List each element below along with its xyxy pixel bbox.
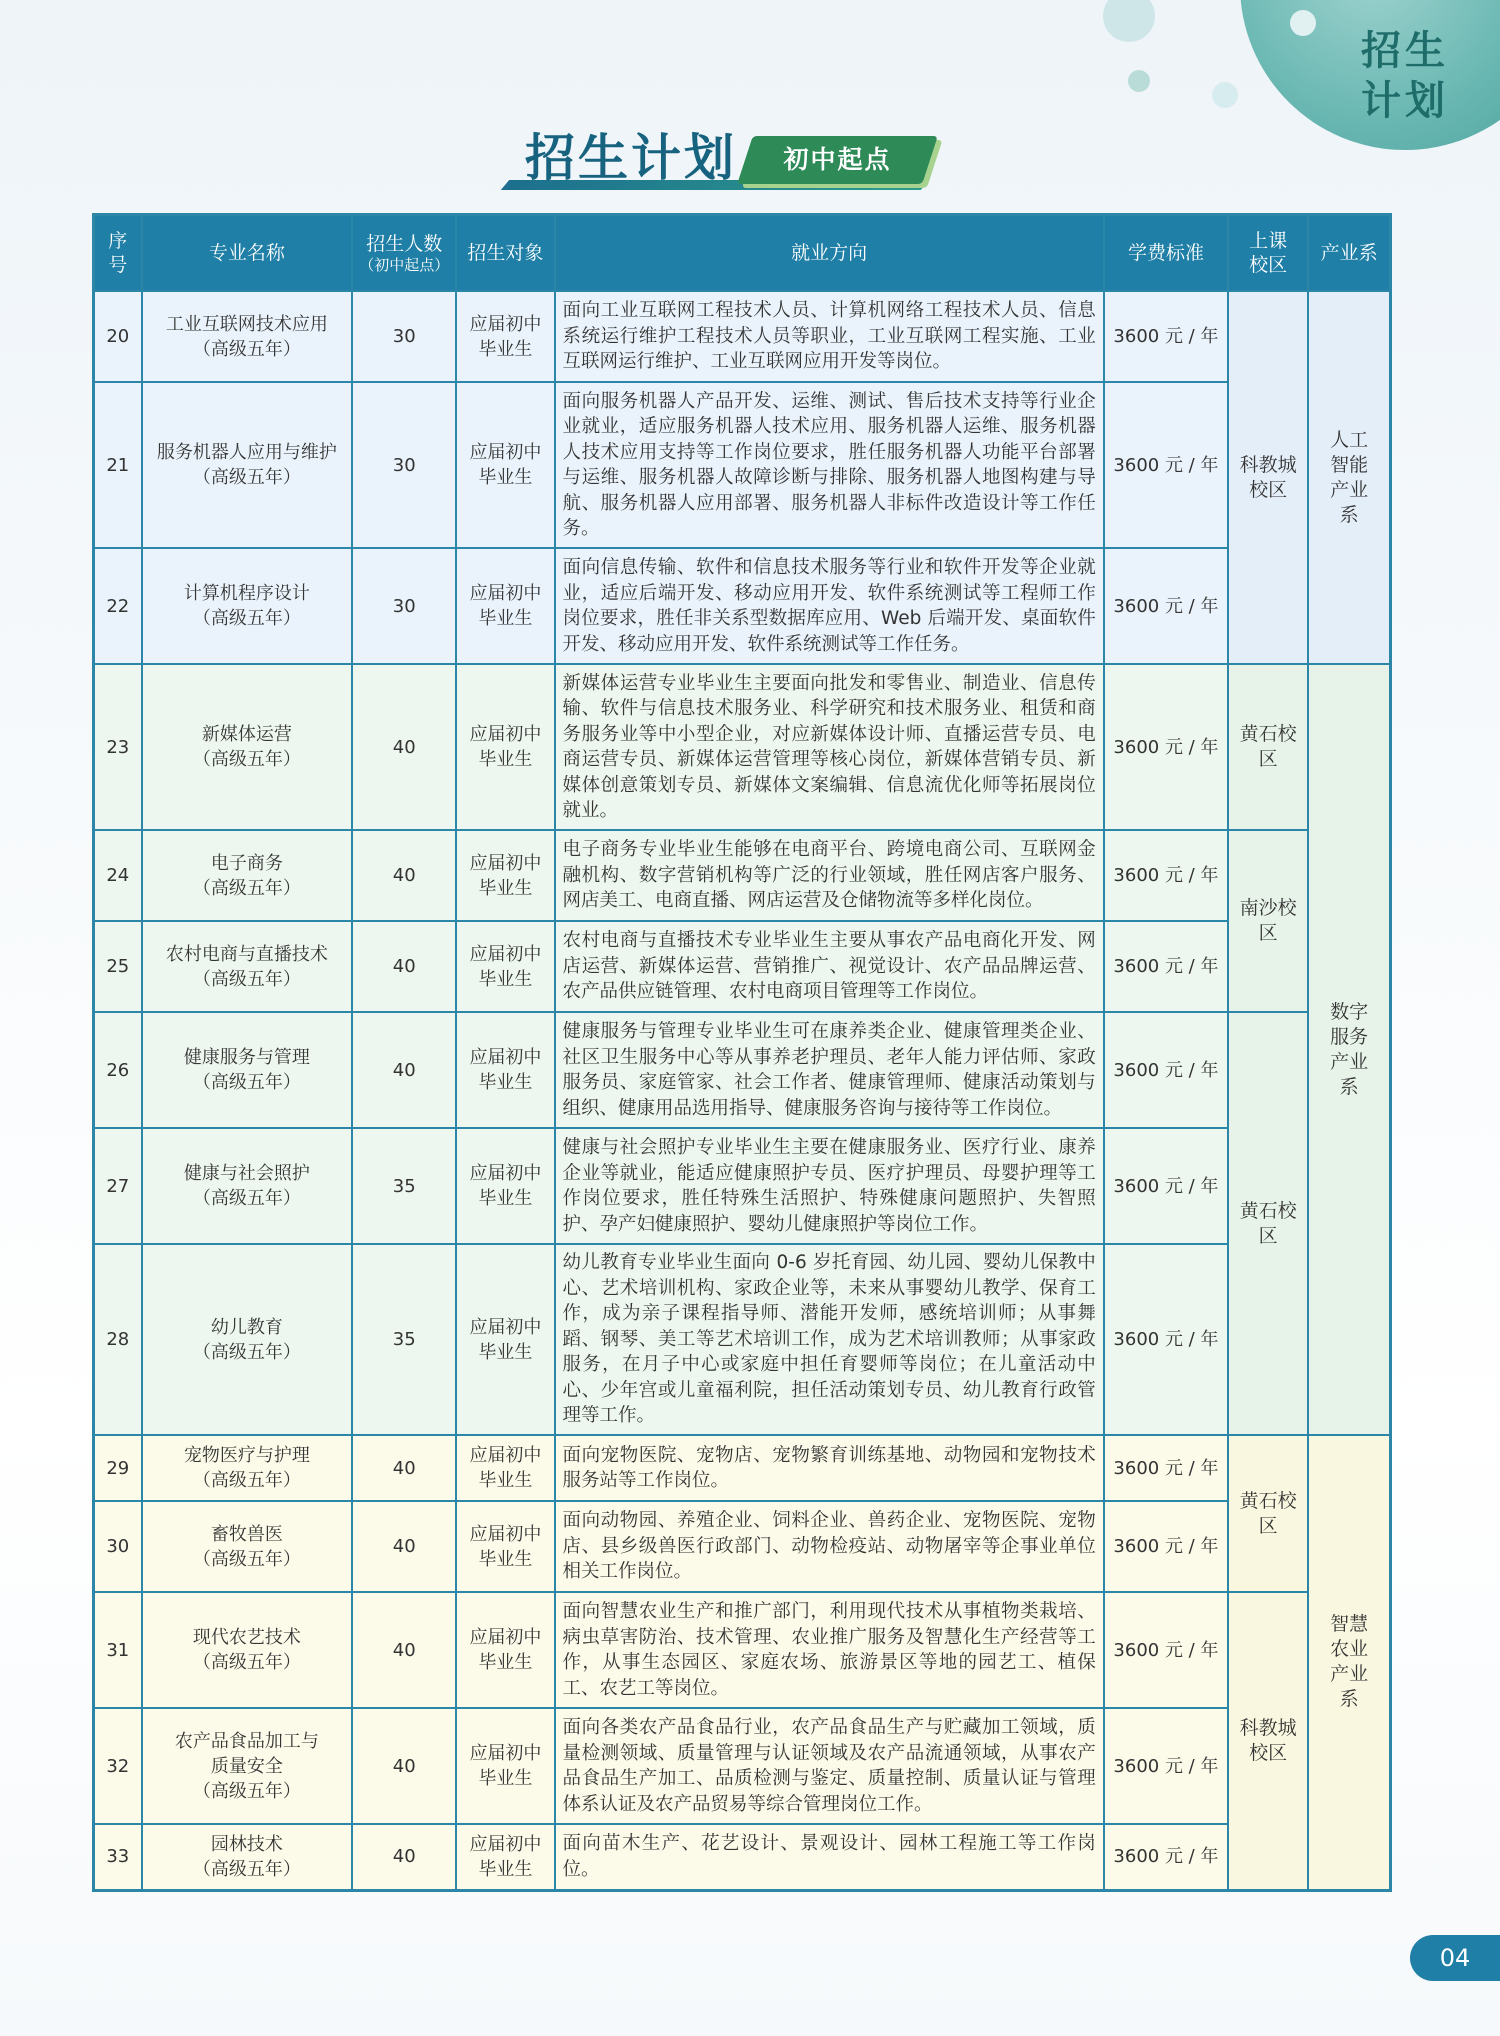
campus-cell: 黄石校区 <box>1228 1435 1308 1592</box>
row-fee: 3600 元 / 年 <box>1104 1435 1228 1501</box>
major-name: 宠物医疗与护理 <box>183 1445 310 1466</box>
major-name: 健康服务与管理 <box>183 1047 310 1068</box>
row-major <box>142 830 352 921</box>
row-no: 31 <box>94 1592 142 1708</box>
row-career: 面向苗木生产、花艺设计、景观设计、园林工程施工等工作岗位。 <box>555 1824 1104 1890</box>
major-duration: （高级五年） <box>192 749 301 770</box>
row-no: 30 <box>94 1501 142 1592</box>
row-count: 40 <box>352 1012 456 1128</box>
row-count: 40 <box>352 830 456 921</box>
row-target: 应届初中毕业生 <box>456 1592 554 1708</box>
row-no: 29 <box>94 1435 142 1501</box>
row-count: 40 <box>352 1435 456 1501</box>
major-name: 农村电商与直播技术 <box>165 943 328 965</box>
row-count: 30 <box>352 291 456 382</box>
row-target: 应届初中毕业生 <box>456 1012 554 1128</box>
table-row <box>94 1012 1391 1128</box>
major-name: 园林技术 <box>210 1833 283 1855</box>
title-tag <box>737 136 938 184</box>
campus-cell: 南沙校区 <box>1228 830 1308 1012</box>
header-count-main: 招生人数 <box>366 233 443 255</box>
table-row <box>94 1244 1391 1435</box>
row-major <box>142 664 352 830</box>
major-duration: （高级五年） <box>192 1780 301 1802</box>
row-no: 27 <box>94 1128 142 1244</box>
row-major <box>142 1244 352 1435</box>
decor-bubble <box>1103 0 1155 42</box>
header-campus: 上课校区 <box>1228 215 1308 292</box>
row-count: 35 <box>352 1128 456 1244</box>
table-row <box>94 1128 1391 1244</box>
page-title <box>505 118 945 198</box>
row-major <box>142 1012 352 1128</box>
row-fee: 3600 元 / 年 <box>1104 291 1228 382</box>
row-no: 26 <box>94 1012 142 1128</box>
table-row <box>94 921 1391 1012</box>
row-career: 农村电商与直播技术专业毕业生主要从事农产品电商化开发、网店运营、新媒体运营、营销推广、视觉设计、农产品品牌运营、农产品供应链管理、农村电商项目管理等工作岗位。 <box>555 921 1104 1012</box>
major-duration: （高级五年） <box>192 608 301 629</box>
major-name: 畜牧兽医 <box>210 1523 283 1545</box>
row-target: 应届初中毕业生 <box>456 1128 554 1244</box>
row-career: 面向服务机器人产品开发、运维、测试、售后技术支持等行业企业就业，适应服务机器人技术应用、服务机器人运维、服务机器人技术应用支持等工作岗位要求，胜任服务机器人功能平台部署与运维、服务机器人故障诊断与排除、服务机器人地图构建与导航、服务机器人应用部署、服务机器人非标件改造设计等工作任务。 <box>555 382 1104 548</box>
major-name: 幼儿教育 <box>210 1316 283 1338</box>
major-duration: （高级五年） <box>192 1072 301 1093</box>
row-count: 40 <box>352 664 456 830</box>
row-target: 应届初中毕业生 <box>456 548 554 664</box>
table-row <box>94 291 1391 382</box>
row-no: 33 <box>94 1824 142 1890</box>
table-row <box>94 830 1391 921</box>
header-count-sub: （初中起点） <box>359 256 450 274</box>
row-target: 应届初中毕业生 <box>456 1244 554 1435</box>
header-dept: 产业系 <box>1308 215 1390 292</box>
major-duration: （高级五年） <box>192 1652 301 1673</box>
campus-cell: 科教城校区 <box>1228 1592 1308 1890</box>
major-duration: （高级五年） <box>192 968 301 990</box>
header-fee: 学费标准 <box>1104 215 1228 292</box>
table-row <box>94 1592 1391 1708</box>
row-career: 新媒体运营专业毕业生主要面向批发和零售业、制造业、信息传输、软件与信息技术服务业、科学研究和技术服务业、租赁和商务服务业等中小型企业，对应新媒体设计师、直播运营专员、电商运营专员、新媒体运营管理等核心岗位，新媒体营销专员、新媒体创意策划专员、新媒体文案编辑、信息流优化师等拓展岗位就业。 <box>555 664 1104 830</box>
row-major <box>142 1501 352 1592</box>
table-row <box>94 1501 1391 1592</box>
row-no: 24 <box>94 830 142 921</box>
row-major <box>142 291 352 382</box>
major-name: 健康与社会照护 <box>183 1163 310 1184</box>
table-row <box>94 382 1391 548</box>
major-name: 新媒体运营 <box>201 724 292 745</box>
row-no: 28 <box>94 1244 142 1435</box>
major-duration: （高级五年） <box>192 467 301 488</box>
decor-bubble <box>1128 70 1150 92</box>
campus-cell: 黄石校区 <box>1228 664 1308 830</box>
row-no: 25 <box>94 921 142 1012</box>
row-count: 30 <box>352 548 456 664</box>
decor-bubble <box>1212 82 1238 108</box>
row-fee: 3600 元 / 年 <box>1104 382 1228 548</box>
header-career: 就业方向 <box>555 215 1104 292</box>
major-name: 电子商务 <box>210 852 283 874</box>
row-career: 幼儿教育专业毕业生面向 0-6 岁托育园、幼儿园、婴幼儿保教中心、艺术培训机构、家政企业等，未来从事婴幼儿教学、保育工作，成为亲子课程指导师、潜能开发师，感统培训师；从事舞蹈、钢琴、美工等艺术培训工作，成为艺术培训教师；从事家政服务，在月子中心或家庭中担任育婴师等岗位；在儿童活动中心、少年宫或儿童福利院，担任活动策划专员、幼儿教育行政管理等工作。 <box>555 1244 1104 1435</box>
row-count: 40 <box>352 921 456 1012</box>
row-career: 健康与社会照护专业毕业生主要在健康服务业、医疗行业、康养企业等就业，能适应健康照护专员、医疗护理员、母婴护理等工作岗位要求，胜任特殊生活照护、特殊健康问题照护、失智照护、孕产妇健康照护、婴幼儿健康照护等岗位工作。 <box>555 1128 1104 1244</box>
table-row <box>94 548 1391 664</box>
campus-cell: 黄石校区 <box>1228 1012 1308 1435</box>
major-duration: （高级五年） <box>192 1858 301 1880</box>
campus-cell: 科教城校区 <box>1228 291 1308 664</box>
title-main: 招生计划 <box>525 128 737 187</box>
row-major <box>142 1824 352 1890</box>
major-name: 服务机器人应用与维护 <box>156 442 337 463</box>
row-no: 23 <box>94 664 142 830</box>
row-fee: 3600 元 / 年 <box>1104 1244 1228 1435</box>
row-fee: 3600 元 / 年 <box>1104 1708 1228 1824</box>
row-no: 21 <box>94 382 142 548</box>
major-duration: （高级五年） <box>192 338 301 360</box>
row-career: 面向动物园、养殖企业、饲料企业、兽药企业、宠物医院、宠物店、县乡级兽医行政部门、动物检疫站、动物屠宰等企事业单位相关工作岗位。 <box>555 1501 1104 1592</box>
dept-cell: 数字服务产业系 <box>1308 664 1390 1435</box>
major-name-line2: 质量安全 <box>210 1755 283 1777</box>
table-row <box>94 1708 1391 1824</box>
major-name: 工业互联网技术应用 <box>165 313 328 335</box>
row-fee: 3600 元 / 年 <box>1104 830 1228 921</box>
major-duration: （高级五年） <box>192 1341 301 1363</box>
major-name: 现代农艺技术 <box>192 1627 301 1648</box>
row-target: 应届初中毕业生 <box>456 382 554 548</box>
row-target: 应届初中毕业生 <box>456 291 554 382</box>
major-name: 计算机程序设计 <box>183 583 310 604</box>
row-count: 40 <box>352 1824 456 1890</box>
table-row <box>94 1824 1391 1890</box>
dept-cell: 智慧农业产业系 <box>1308 1435 1390 1890</box>
row-career: 面向信息传输、软件和信息技术服务等行业和软件开发等企业就业，适应后端开发、移动应用开发、软件系统测试等工程师工作岗位要求，胜任非关系型数据库应用、Web 后端开发、桌面软件开发、移动应用开发、软件系统测试等工作任务。 <box>555 548 1104 664</box>
row-count: 40 <box>352 1501 456 1592</box>
row-fee: 3600 元 / 年 <box>1104 548 1228 664</box>
row-fee: 3600 元 / 年 <box>1104 664 1228 830</box>
table-row <box>94 1435 1391 1501</box>
row-career: 面向宠物医院、宠物店、宠物繁育训练基地、动物园和宠物技术服务站等工作岗位。 <box>555 1435 1104 1501</box>
row-career: 健康服务与管理专业毕业生可在康养类企业、健康管理类企业、社区卫生服务中心等从事养老护理员、老年人能力评估师、家政服务员、家庭管家、社会工作者、健康管理师、健康活动策划与组织、健康用品选用指导、健康服务咨询与接待等工作岗位。 <box>555 1012 1104 1128</box>
row-major <box>142 921 352 1012</box>
row-major <box>142 382 352 548</box>
page-number: 04 <box>1410 1935 1500 1981</box>
row-career: 面向各类农产品食品行业，农产品食品生产与贮藏加工领域，质量检测领域、质量管理与认证领域及农产品流通领域，从事农产品食品生产加工、品质检测与鉴定、质量控制、质量认证与管理体系认证及农产品贸易等综合管理岗位工作。 <box>555 1708 1104 1824</box>
row-fee: 3600 元 / 年 <box>1104 1501 1228 1592</box>
row-career: 电子商务专业毕业生能够在电商平台、跨境电商公司、互联网金融机构、数字营销机构等广泛的行业领域，胜任网店客户服务、网店美工、电商直播、网店运营及仓储物流等多样化岗位。 <box>555 830 1104 921</box>
row-count: 40 <box>352 1708 456 1824</box>
row-career: 面向工业互联网工程技术人员、计算机网络工程技术人员、信息系统运行维护工程技术人员等职业，工业互联网工程实施、工业互联网运行维护、工业互联网应用开发等岗位。 <box>555 291 1104 382</box>
row-fee: 3600 元 / 年 <box>1104 1012 1228 1128</box>
row-major <box>142 1435 352 1501</box>
row-target: 应届初中毕业生 <box>456 1435 554 1501</box>
decor-bubble <box>1290 10 1316 36</box>
row-fee: 3600 元 / 年 <box>1104 1592 1228 1708</box>
enrollment-table <box>92 213 1392 1892</box>
row-no: 20 <box>94 291 142 382</box>
row-target: 应届初中毕业生 <box>456 1501 554 1592</box>
row-target: 应届初中毕业生 <box>456 1824 554 1890</box>
row-major <box>142 548 352 664</box>
title-tag-label: 初中起点 <box>783 145 892 174</box>
corner-section-title: 招生计划 <box>1361 27 1449 124</box>
row-count: 30 <box>352 382 456 548</box>
header-target: 招生对象 <box>456 215 554 292</box>
row-fee: 3600 元 / 年 <box>1104 1128 1228 1244</box>
row-major <box>142 1592 352 1708</box>
major-duration: （高级五年） <box>192 1548 301 1570</box>
row-target: 应届初中毕业生 <box>456 1708 554 1824</box>
row-major <box>142 1128 352 1244</box>
header-no: 序号 <box>94 215 142 292</box>
table-header-row <box>94 215 1391 292</box>
row-fee: 3600 元 / 年 <box>1104 921 1228 1012</box>
major-duration: （高级五年） <box>192 877 301 899</box>
header-count <box>352 215 456 292</box>
row-no: 32 <box>94 1708 142 1824</box>
major-duration: （高级五年） <box>192 1188 301 1209</box>
major-name: 农产品食品加工与 <box>174 1730 319 1752</box>
row-target: 应届初中毕业生 <box>456 830 554 921</box>
row-count: 40 <box>352 1592 456 1708</box>
row-major <box>142 1708 352 1824</box>
row-fee: 3600 元 / 年 <box>1104 1824 1228 1890</box>
row-count: 35 <box>352 1244 456 1435</box>
header-major: 专业名称 <box>142 215 352 292</box>
row-career: 面向智慧农业生产和推广部门，利用现代技术从事植物类栽培、病虫草害防治、技术管理、农业推广服务及智慧化生产经营等工作，从事生态园区、家庭农场、旅游景区等地的园艺工、植保工、农艺工等岗位。 <box>555 1592 1104 1708</box>
row-no: 22 <box>94 548 142 664</box>
table-row <box>94 664 1391 830</box>
row-target: 应届初中毕业生 <box>456 664 554 830</box>
major-duration: （高级五年） <box>192 1470 301 1491</box>
row-target: 应届初中毕业生 <box>456 921 554 1012</box>
dept-cell: 人工智能产业系 <box>1308 291 1390 664</box>
